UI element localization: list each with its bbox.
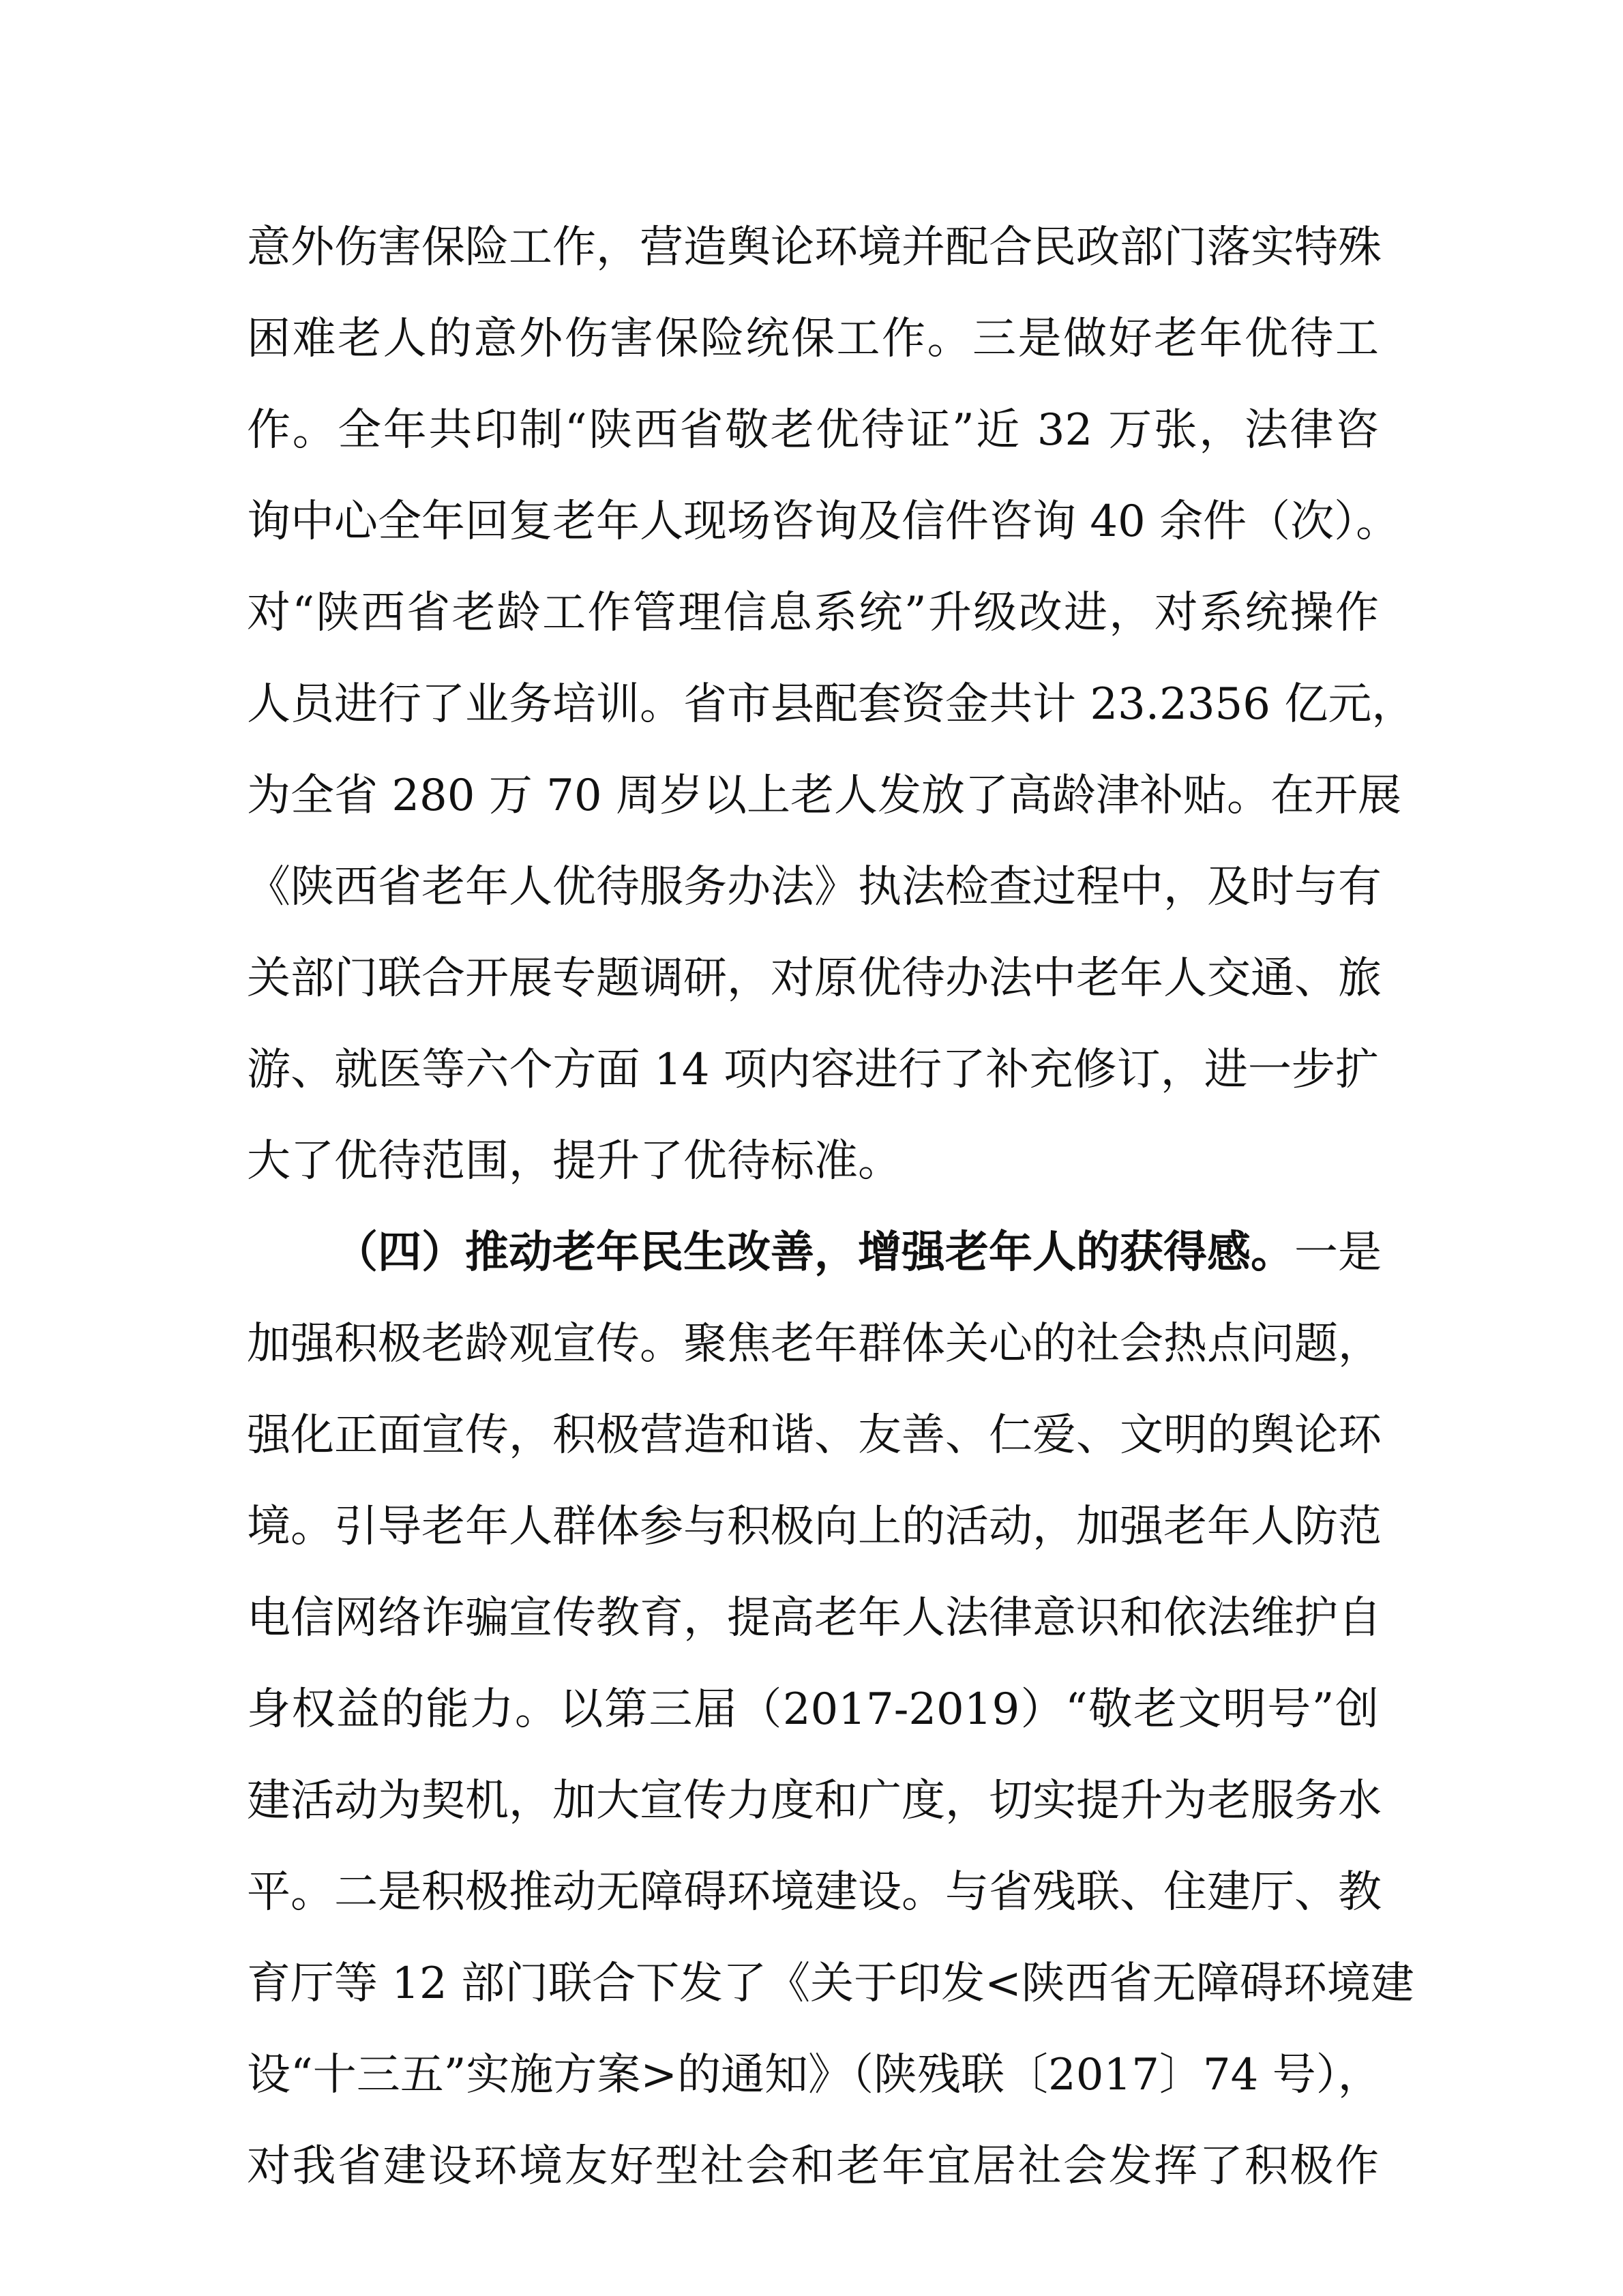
paragraph-text: 一是: [1294, 1227, 1382, 1278]
paragraph-line: 加强积极老龄观宣传。聚焦老年群体关心的社会热点问题，: [247, 1319, 1382, 1369]
paragraph-line: 设“十三五”实施方案>的通知》（陕残联〔2017〕74 号），: [247, 2050, 1382, 2100]
paragraph-line: 建活动为契机，加大宣传力度和广度，切实提升为老服务水: [247, 1776, 1382, 1826]
paragraph-line: 对我省建设环境友好型社会和老年宜居社会发挥了积极作: [247, 2141, 1379, 2192]
paragraph-line: 人员进行了业务培训。省市县配套资金共计 23.2356 亿元，: [247, 679, 1416, 730]
paragraph-line: 身权益的能力。以第三届（2017-2019）“敬老文明号”创: [247, 1684, 1379, 1735]
paragraph-line: 游、就医等六个方面 14 项内容进行了补充修订，进一步扩: [247, 1045, 1379, 1095]
paragraph-line: 平。二是积极推动无障碍环境建设。与省残联、住建厅、教: [247, 1867, 1382, 1918]
paragraph-line: 境。引导老年人群体参与积极向上的活动，加强老年人防范: [247, 1502, 1382, 1552]
paragraph-line: 大了优待范围，提升了优待标准。: [247, 1136, 902, 1187]
document-body: [247, 202, 1416, 2212]
paragraph-line: 询中心全年回复老年人现场咨询及信件咨询 40 余件（次）。: [247, 496, 1400, 547]
paragraph-line: 《陕西省老年人优待服务办法》执法检查过程中，及时与有: [247, 862, 1382, 912]
paragraph-line: 作。全年共印制“陕西省敬老优待证”近 32 万张，法律咨: [247, 405, 1379, 456]
paragraph-line: 强化正面宣传，积极营造和谐、友善、仁爱、文明的舆论环: [247, 1410, 1382, 1461]
paragraph-line: 关部门联合开展专题调研，对原优待办法中老年人交通、旅: [247, 953, 1382, 1004]
paragraph-line: 意外伤害保险工作，营造舆论环境并配合民政部门落实特殊: [247, 222, 1382, 273]
paragraph-line: 困难老人的意外伤害保险统保工作。三是做好老年优待工: [247, 314, 1379, 364]
paragraph-line: 育厅等 12 部门联合下发了《关于印发<陕西省无障碍环境建: [247, 1958, 1414, 2009]
section-heading-line: [247, 1207, 1382, 1298]
paragraph-line: 对“陕西省老龄工作管理信息系统”升级改进，对系统操作: [247, 588, 1379, 638]
section-heading: （四）推动老年民生改善，增强老年人的获得感。: [334, 1227, 1294, 1278]
paragraph-line: 为全省 280 万 70 周岁以上老人发放了高龄津补贴。在开展: [247, 771, 1401, 821]
paragraph-line: 电信网络诈骗宣传教育，提高老年人法律意识和依法维护自: [247, 1593, 1382, 1643]
